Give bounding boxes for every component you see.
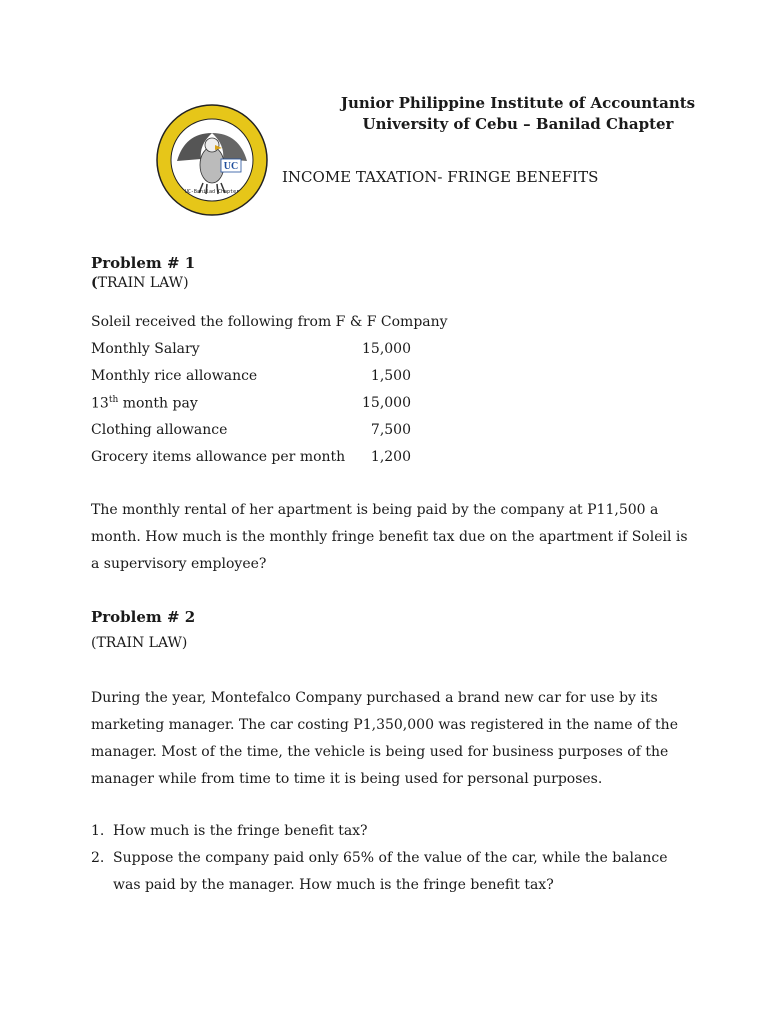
benefit-value: 7,500 [370, 422, 411, 438]
benefit-value: 1,200 [370, 449, 411, 465]
benefit-label: Monthly rice allowance [91, 368, 258, 384]
list-text: How much is the fringe benefit tax? [113, 823, 368, 839]
svg-text:UC-Banilad Chapter: UC-Banilad Chapter [184, 189, 240, 195]
org-name: Junior Philippine Institute of Accountants [340, 94, 696, 112]
problem-1-heading: Problem # 1 [91, 254, 196, 272]
problem-1-law: (TRAIN LAW) [91, 275, 189, 291]
benefit-value: 15,000 [362, 395, 411, 411]
problem-2-law: (TRAIN LAW) [91, 635, 188, 651]
benefit-value: 1,500 [370, 368, 411, 384]
list-item [91, 845, 691, 899]
document-title: INCOME TAXATION- FRINGE BENEFITS [282, 168, 599, 186]
problem-1-intro: Soleil received the following from F & F Company [91, 314, 448, 330]
benefit-label: Clothing allowance [91, 422, 228, 438]
list-number: 2. [91, 850, 105, 866]
problem-1-question: The monthly rental of her apartment is being paid by the company at P11,500 a month. How much is the monthly fringe benefit tax due on the apartment if Soleil is a supervisory employee? [91, 502, 688, 572]
problem-2-questions [91, 818, 691, 899]
problem-2-paragraph: During the year, Montefalco Company purchased a brand new car for use by its marketing manager. The car costing P1,350,000 was registered in the name of the manager. Most of the time, the vehicle is being used for business purposes of the manager while from time to time it is being used for personal purposes. [91, 690, 678, 787]
list-text: Suppose the company paid only 65% of the value of the car, while the balance was paid by the manager. How much is the fringe benefit tax? [113, 850, 668, 893]
list-number: 1. [91, 823, 105, 839]
benefit-label: 13th month pay [91, 395, 198, 412]
problem-2-heading: Problem # 2 [91, 608, 196, 626]
benefit-label: Grocery items allowance per month [91, 449, 346, 465]
benefit-label: Monthly Salary [91, 341, 200, 357]
list-item [91, 818, 691, 845]
organization-header [228, 93, 768, 135]
benefit-value: 15,000 [362, 341, 411, 357]
svg-text:UC: UC [223, 161, 239, 172]
org-chapter: University of Cebu – Banilad Chapter [362, 115, 674, 133]
